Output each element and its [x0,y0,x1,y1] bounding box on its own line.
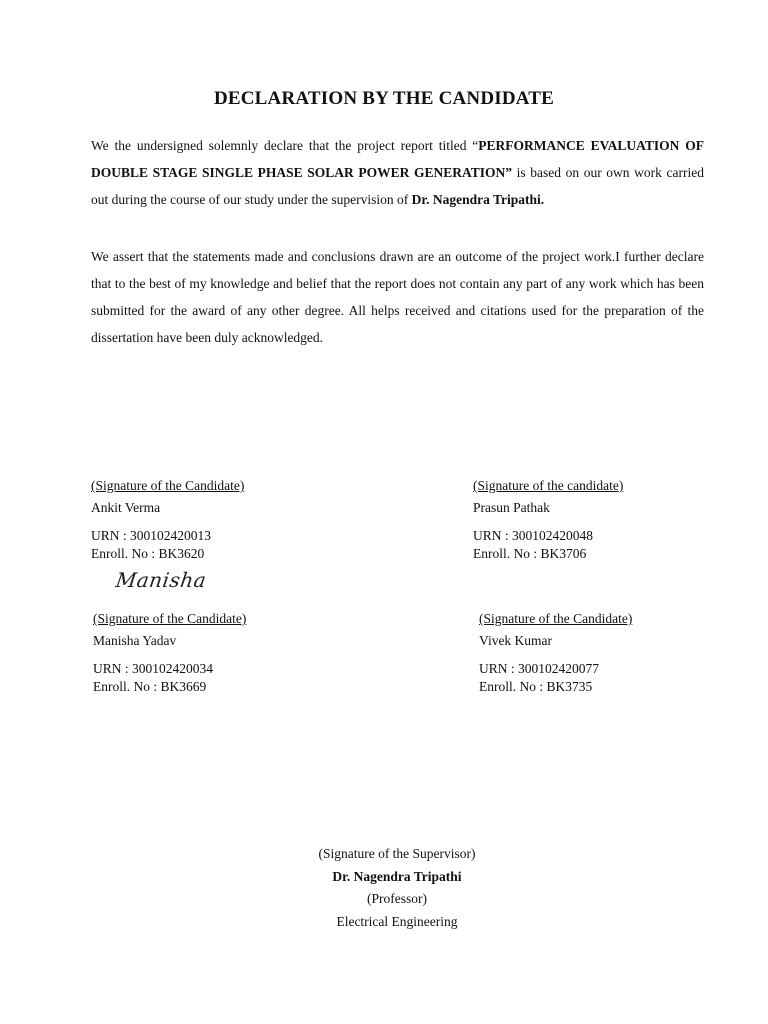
candidate-enroll: Enroll. No : BK3620 [91,546,205,561]
candidate-enroll: Enroll. No : BK3669 [93,679,207,694]
assertion-paragraph: We assert that the statements made and conclusions drawn are an outcome of the project work.I further declare that to the best of my knowledge and belief that the report does not contain any part of any work which has been submitted for the award of any other degree. All helps received and citations used for the preparation of the dissertation have been duly acknowledged. [91,249,704,345]
signature-label: (Signature of the Candidate) [93,611,247,626]
project-title: PERFORMANCE EVALUATION OF DOUBLE STAGE SINGLE PHASE SOLAR POWER GENERATION” [91,138,705,180]
paragraph-text: is based on our own work carried out during the course of our study under the supervision of [91,165,704,207]
candidate-block [473,477,623,563]
supervisor-signature-label: (Signature of the Supervisor) [318,846,476,861]
candidate-name: Ankit Verma [91,500,161,515]
supervisor-department: Electrical Engineering [336,913,458,929]
paragraph-text: We the undersigned solemnly declare that the project report titled “ [91,138,479,153]
candidate-name: Prasun Pathak [473,500,550,515]
candidate-name: Manisha Yadav [93,633,177,648]
candidate-urn: URN : 300102420077 [479,661,600,676]
candidate-block [91,477,244,563]
candidate-enroll: Enroll. No : BK3735 [479,679,593,694]
signature-label: (Signature of the candidate) [473,478,624,493]
candidate-block [93,610,246,696]
supervisor-name-inline: Dr. Nagendra Tripathi. [411,192,545,207]
supervisor-name: Dr. Nagendra Tripathi [332,868,462,884]
declaration-paragraph [91,132,704,213]
signature-label: (Signature of the Candidate) [91,478,245,493]
signature-label: (Signature of the Candidate) [479,611,633,626]
handwritten-signature: Manisha [114,568,208,592]
candidate-urn: URN : 300102420034 [93,661,214,676]
candidate-urn: URN : 300102420013 [91,528,212,543]
candidate-name: Vivek Kumar [479,633,553,648]
supervisor-block [0,843,768,933]
candidate-block [479,610,632,696]
page-title: DECLARATION BY THE CANDIDATE [213,88,555,109]
candidate-enroll: Enroll. No : BK3706 [473,546,587,561]
candidate-urn: URN : 300102420048 [473,528,594,543]
supervisor-designation: (Professor) [367,891,427,906]
